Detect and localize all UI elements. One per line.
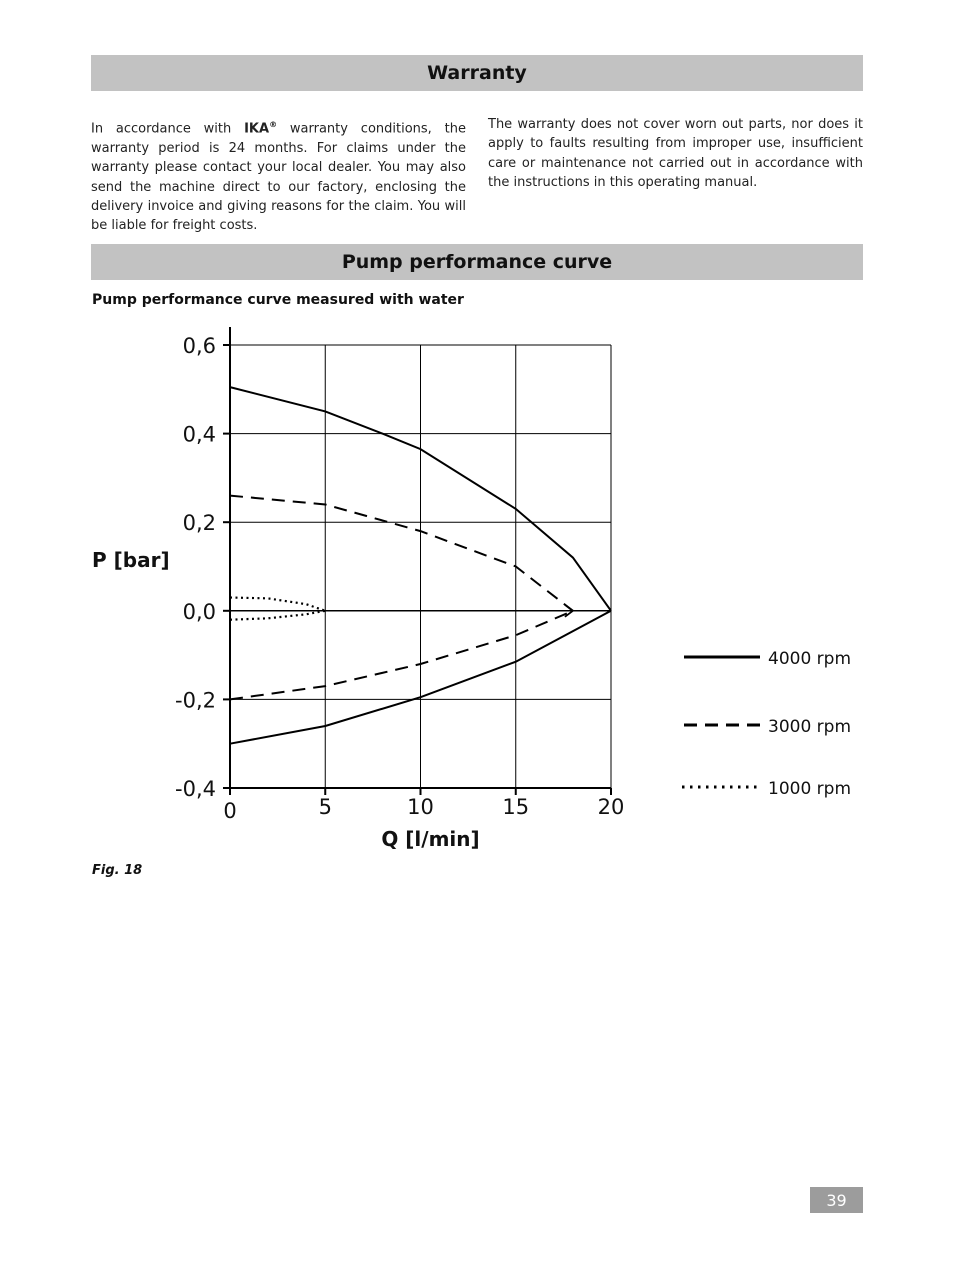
figure-label: Fig. 18 xyxy=(92,863,143,878)
pump-heading xyxy=(91,244,863,280)
x-tick-label: 10 xyxy=(407,795,434,819)
x-tick-label: 15 xyxy=(502,795,530,819)
y-tick-label: 0,4 xyxy=(182,422,216,447)
registered-mark: ® xyxy=(269,120,278,129)
y-tick-label: 0,2 xyxy=(182,511,216,536)
series-curve-lower xyxy=(230,611,573,700)
pump-title: Pump performance curve xyxy=(341,251,613,273)
y-axis-title: P [bar] xyxy=(92,548,170,572)
warranty-text-right: The warranty does not cover worn out parts, nor does it apply to faults resulting from improper use, insufficient care or maintenance not carried out in accordance with the instructions in this operating manual. xyxy=(488,117,863,191)
warranty-text-part: warranty conditions, the warranty period is 24 months. For claims under the warranty please contact your local dealer. You may also send the machine direct to our factory, enclosing the delivery invoice and giving reasons for the claim. You will be liable for freight costs. xyxy=(91,121,466,234)
legend-label: 4000 rpm xyxy=(768,649,852,669)
x-tick-label: 0 xyxy=(223,799,237,823)
chart-caption: Pump performance curve measured with water xyxy=(92,292,464,308)
series-curve-upper xyxy=(230,598,325,611)
legend-label: 1000 rpm xyxy=(768,779,852,799)
y-tick-label: -0,2 xyxy=(175,688,216,713)
pump-performance-chart xyxy=(0,300,954,860)
y-tick-label: -0,4 xyxy=(175,777,216,801)
warranty-heading xyxy=(91,55,863,91)
warranty-title: Warranty xyxy=(427,62,527,84)
x-tick-label: 5 xyxy=(318,795,332,819)
y-tick-label: 0,6 xyxy=(182,334,216,358)
legend-label: 3000 rpm xyxy=(768,717,852,737)
y-tick-label: 0,0 xyxy=(182,599,216,624)
x-tick-label: 20 xyxy=(597,795,625,819)
x-axis-title: Q [l/min] xyxy=(381,827,480,851)
warranty-text-left xyxy=(91,115,466,236)
brand-name: IKA xyxy=(244,121,270,137)
series-curve-lower xyxy=(230,611,325,620)
warranty-text-part: In accordance with xyxy=(91,121,245,137)
page-number: 39 xyxy=(810,1187,863,1213)
